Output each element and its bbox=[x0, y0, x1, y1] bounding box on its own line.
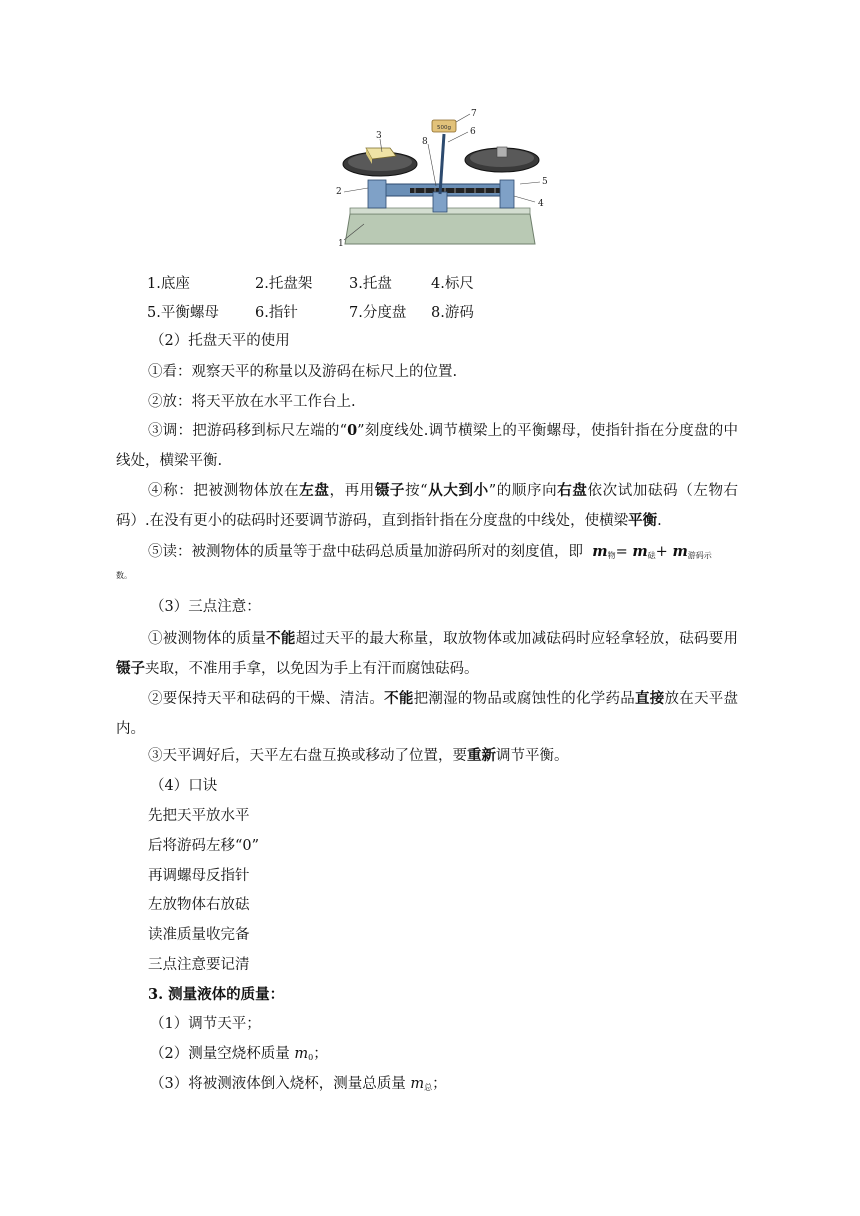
zero-mark: 0 bbox=[347, 422, 358, 439]
part-label: 7.分度盘 bbox=[349, 305, 407, 321]
mnemonic-line: 先把天平放水平 bbox=[148, 808, 250, 824]
weight bbox=[497, 147, 507, 157]
liquid-heading: 3. 测量液体的质量： bbox=[148, 986, 285, 1003]
part-label: 5.平衡螺母 bbox=[147, 305, 219, 321]
note-3: ③天平调好后，天平左右盘互换或移动了位置，要重新调节平衡。 bbox=[148, 747, 569, 764]
callout-5: 5 bbox=[542, 177, 548, 187]
note-1: ①被测物体的质量不能超过天平的最大称量，取放物体或加减砝码时应轻拿轻放，砝码要用镊子夹取，不准用手拿，以免因为手上有汗而腐蚀砝码。 bbox=[116, 630, 739, 677]
step-read: ⑤读：被测物体的质量等于盘中砝码总质量加游码所对的刻度值，即 $m_物= m_砝+ m_{游码示}$ bbox=[148, 543, 712, 560]
note-2: ②要保持天平和砝码的干燥、清洁。不能把潮湿的物品或腐蚀性的化学药品直接放在天平盘内。 bbox=[116, 690, 739, 737]
section-heading: （4）口诀 bbox=[150, 778, 218, 794]
part-label: 6.指针 bbox=[255, 305, 298, 321]
mnemonic-line: 左放物体右放砝 bbox=[148, 897, 250, 913]
callout-3: 3 bbox=[376, 131, 382, 141]
mnemonic-line: 读准质量收完备 bbox=[148, 927, 250, 943]
callout-4: 4 bbox=[538, 199, 544, 209]
liquid-step-3: （3）将被测液体倒入烧杯，测量总质量 $m_总$； bbox=[150, 1076, 447, 1092]
section-heading: （2）托盘天平的使用 bbox=[150, 333, 290, 349]
step-look: ①看：观察天平的称量以及游码在标尺上的位置. bbox=[148, 364, 458, 380]
parts-row-2 bbox=[147, 303, 474, 323]
callout-8: 8 bbox=[422, 137, 428, 147]
step-read-tail: 数。 bbox=[116, 571, 132, 580]
balance-figure bbox=[330, 104, 550, 254]
callout-7: 7 bbox=[471, 109, 477, 119]
part-label: 3.托盘 bbox=[349, 276, 392, 292]
section-heading: （3）三点注意： bbox=[150, 599, 261, 615]
part-label: 2.托盘架 bbox=[255, 276, 313, 292]
parts-row-1 bbox=[147, 274, 474, 294]
callout-1: 1 bbox=[338, 239, 344, 249]
step-place: ②放：将天平放在水平工作台上. bbox=[148, 394, 356, 410]
step-weigh: ④称：把被测物体放在左盘，再用镊子按“从大到小”的顺序向右盘依次试加砝码（左物右码）.在没有更小的砝码时还要调节游码，直到指针指在分度盘的中线处，使横梁平衡. bbox=[116, 482, 739, 529]
balance-base bbox=[345, 214, 535, 244]
mnemonic-line: 再调螺母反指针 bbox=[148, 868, 250, 884]
callout-2: 2 bbox=[336, 187, 342, 197]
part-label: 1.底座 bbox=[147, 276, 190, 292]
mnemonic-line: 后将游码左移“0” bbox=[148, 838, 260, 854]
step-adjust: ③调：把游码移到标尺左端的“0”刻度线处.调节横梁上的平衡螺母，使指针指在分度盘的中线处，横梁平衡. bbox=[116, 422, 738, 469]
mnemonic-line: 三点注意要记清 bbox=[148, 957, 250, 973]
liquid-step-1: （1）调节天平； bbox=[150, 1016, 261, 1032]
callout-6: 6 bbox=[470, 127, 476, 137]
liquid-step-2: （2）测量空烧杯质量 $m_0$； bbox=[150, 1046, 328, 1062]
weight-label: 500g bbox=[437, 125, 451, 131]
part-label: 8.游码 bbox=[431, 305, 474, 321]
part-label: 4.标尺 bbox=[431, 276, 474, 292]
